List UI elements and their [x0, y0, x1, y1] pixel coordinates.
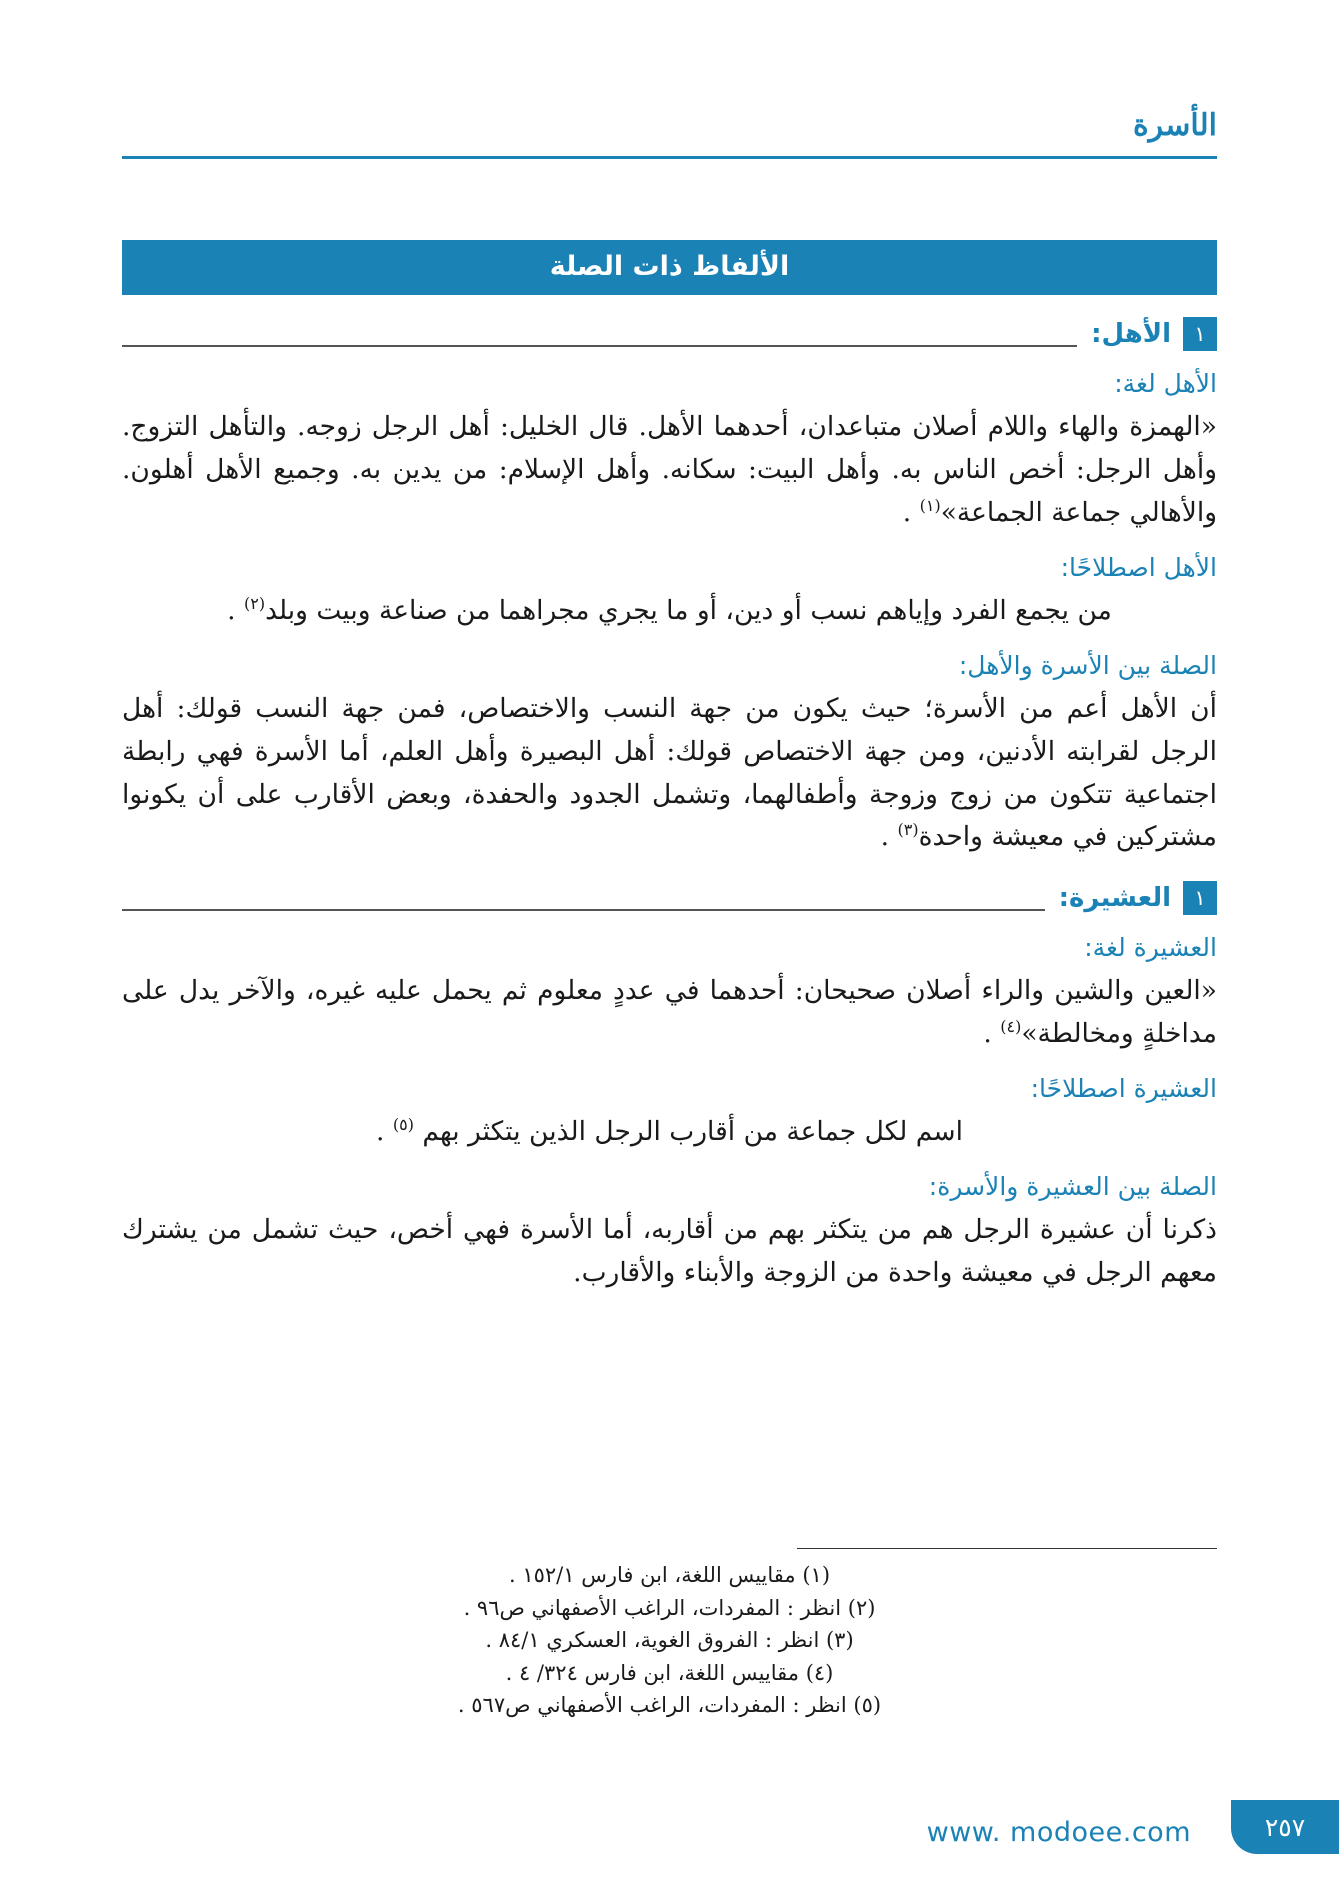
text-tail: . — [880, 821, 898, 853]
text-tail: . — [983, 1018, 1001, 1050]
footnote-item: (٤) مقاييس اللغة، ابن فارس ٣٢٤/ ٤ . — [505, 1660, 834, 1685]
section-title-2: العشيرة: — [1058, 883, 1171, 914]
footnote-ref: (٥) — [392, 1115, 414, 1135]
header-divider — [122, 156, 1217, 159]
page-number: ٢٥٧ — [1231, 1800, 1339, 1854]
footnote-item: (٥) انظر : المفردات، الراغب الأصفهاني ص٥٦٧ . — [457, 1693, 882, 1718]
site-url[interactable]: www. modoee.com — [926, 1817, 1191, 1848]
text-body: «الهمزة والهاء واللام أصلان متباعدان، أحدهما الأهل. قال الخليل: أهل الرجل زوجه. والتأهل التزوج. وأهل الرجل: أخص الناس به. وأهل البيت: سكانه. وأهل الإسلام: من يدين به. وجميع الأهل أهلون. والأهالي جماعة الجماعة» — [122, 411, 1217, 528]
text-body: «العين والشين والراء أصلان صحيحان: أحدهما في عددٍ معلوم ثم يحمل عليه غيره، والآخر يدل على مداخلةٍ ومخالطة» — [122, 975, 1217, 1050]
footnote-item: (٣) انظر : الفروق الغوية، العسكري ٨٤/١ . — [485, 1628, 854, 1653]
subsection-heading-2-2: العشيرة اصطلاحًا: — [1030, 1074, 1217, 1104]
subsection-heading-2-1: العشيرة لغة: — [1084, 933, 1217, 963]
subsection-heading-1-1: الأهل لغة: — [1114, 369, 1217, 398]
subsection-heading-2-3: الصلة بين العشيرة والأسرة: — [928, 1172, 1217, 1202]
page-footer — [0, 1786, 1339, 1890]
section-heading-2 — [122, 881, 1217, 915]
text-body: ذكرنا أن عشيرة الرجل هم من يتكثر بهم من أقاربه، أما الأسرة فهي أخص، حيث تشمل من يشترك معهم الرجل في معيشة واحدة من الزوجة والأبناء والأقارب. — [122, 1214, 1217, 1289]
section-number-2: ١ — [1183, 881, 1217, 915]
text-body: من يجمع الفرد وإياهم نسب أو دين، أو ما يجري مجراهما من صناعة وبيت وبلد — [265, 594, 1112, 626]
footnote-ref: (٤) — [1000, 1017, 1022, 1037]
page-header — [122, 108, 1217, 164]
subsection-text-1-2 — [122, 590, 1217, 633]
footnote-ref: (٢) — [244, 593, 266, 613]
footnotes-divider — [797, 1548, 1217, 1550]
subsection-heading-1-2: الأهل اصطلاحًا: — [1060, 552, 1217, 582]
subsection-text-2-2 — [122, 1111, 1217, 1154]
footnotes-block — [122, 1548, 1217, 1722]
text-tail: . — [902, 496, 920, 528]
section-heading-1 — [122, 317, 1217, 351]
subsection-text-2-1 — [122, 970, 1217, 1056]
subsection-text-1-3 — [122, 688, 1217, 860]
page-content — [122, 240, 1217, 1295]
footer-strip — [0, 1874, 1339, 1890]
text-tail: . — [227, 594, 245, 626]
header-title: الأسرة — [1132, 108, 1217, 143]
section-number-1: ١ — [1183, 317, 1217, 351]
section-title-1: الأهل: — [1091, 319, 1171, 349]
text-body: أن الأهل أعم من الأسرة؛ حيث يكون من جهة النسب والاختصاص، فمن جهة النسب قولك: أهل الرجل لقرابته الأدنين، ومن جهة الاختصاص قولك: أهل البصيرة وأهل العلم، أما الأسرة فهي رابطة اجتماعية تتكون من زوج وزوجة وأطفالهما، وتشمل الجدود والحفدة، وبعض الأقارب على أن يكونوا مشتركين في معيشة واحدة — [122, 692, 1217, 853]
text-body: اسم لكل جماعة من أقارب الرجل الذين يتكثر بهم — [413, 1116, 963, 1148]
footnote-item: (٢) انظر : المفردات، الراغب الأصفهاني ص٩٦ . — [463, 1595, 876, 1620]
footnote-item: (١) مقاييس اللغة، ابن فارس ١٥٢/١ . — [508, 1563, 831, 1588]
section-banner: الألفاظ ذات الصلة — [122, 240, 1217, 295]
footnote-ref: (٣) — [897, 820, 919, 840]
footnote-ref: (١) — [919, 496, 941, 516]
subsection-text-1-1 — [122, 406, 1217, 535]
section-rule-2 — [122, 909, 1045, 911]
section-rule-1 — [122, 345, 1077, 347]
text-tail: . — [375, 1116, 393, 1148]
subsection-text-2-3 — [122, 1209, 1217, 1295]
subsection-heading-1-3: الصلة بين الأسرة والأهل: — [958, 650, 1217, 680]
